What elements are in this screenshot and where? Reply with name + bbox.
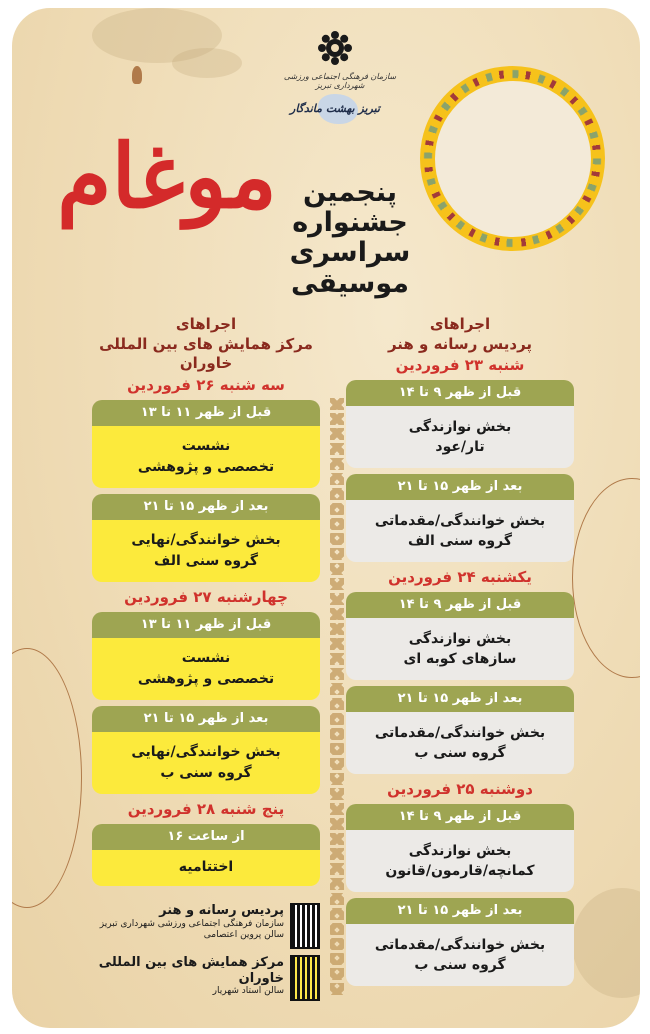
slot-body xyxy=(92,638,320,700)
slot-body xyxy=(92,732,320,794)
slot-body xyxy=(346,618,574,680)
violin-outline-icon xyxy=(12,648,82,908)
cloud-ornament-icon xyxy=(172,48,242,78)
slot-line: بخش نوازندگی xyxy=(408,418,512,435)
slot-time: بعد از ظهر ۱۵ تا ۲۱ xyxy=(92,706,320,732)
slot-line: گروه سنی الف xyxy=(408,533,512,549)
slot-body xyxy=(346,500,574,562)
venue-name: مرکز همایش های بین المللی خاوران xyxy=(99,334,313,372)
schedule-slot xyxy=(346,804,574,892)
location-hall: سالن پروین اعتصامی xyxy=(203,930,284,941)
org-logo-icon xyxy=(317,30,353,66)
day-date: پنج شنبه ۲۸ فروردین xyxy=(127,799,285,818)
slot-time: از ساعت ۱۶ xyxy=(92,824,320,850)
frame-inner xyxy=(435,81,591,237)
slot-line: اختتامیه xyxy=(178,859,234,876)
cloud-ornament-icon xyxy=(572,888,640,998)
slot-time: قبل از ظهر ۱۱ تا ۱۳ xyxy=(92,400,320,426)
festival-name: موغام xyxy=(57,124,277,228)
slot-line: بخش خوانندگی/مقدماتی xyxy=(374,724,546,741)
schedule-slot xyxy=(346,592,574,680)
slot-time: قبل از ظهر ۹ تا ۱۴ xyxy=(346,804,574,830)
slot-body xyxy=(92,850,320,886)
slot-time: بعد از ظهر ۱۵ تا ۲۱ xyxy=(92,494,320,520)
slot-line: کمانچه/قارمون/قانون xyxy=(385,863,535,879)
schedule-slot xyxy=(346,380,574,468)
slot-line: بخش خوانندگی/مقدماتی xyxy=(374,936,546,953)
schedule-slot xyxy=(346,898,574,986)
title-line: پنجمین xyxy=(302,177,398,208)
title-line: سراسری xyxy=(289,237,411,269)
slot-line: نشست xyxy=(181,650,231,667)
day-date: شنبه ۲۳ فروردین xyxy=(395,356,525,374)
city-logo xyxy=(290,92,380,126)
schedule-slot xyxy=(92,824,320,886)
slot-time: قبل از ظهر ۹ تا ۱۴ xyxy=(346,592,574,618)
slot-line: بخش نوازندگی xyxy=(408,842,512,859)
schedule-column-media-art xyxy=(346,315,574,992)
venue-name: پردیس رسانه و هنر xyxy=(387,334,533,353)
title-line: موسیقی xyxy=(291,267,409,299)
day-date: چهارشنبه ۲۷ فروردین xyxy=(124,587,288,606)
day-date: سه شنبه ۲۶ فروردین xyxy=(127,375,285,394)
slot-line: گروه سنی ب xyxy=(414,745,506,761)
qr-code-icon[interactable] xyxy=(290,955,320,1001)
slot-body xyxy=(346,712,574,774)
slot-line: گروه سنی ب xyxy=(414,957,506,973)
slot-line: تار/عود xyxy=(435,439,485,455)
slot-body xyxy=(346,830,574,892)
location-title: مرکز همایش های بین المللی خاوران xyxy=(98,955,284,986)
schedule-slot xyxy=(346,474,574,562)
schedule-slot xyxy=(92,706,320,794)
location-hall: سالن استاد شهریار xyxy=(212,986,284,997)
ornamental-circle-frame xyxy=(420,66,605,251)
slot-body xyxy=(346,924,574,986)
title-line: جشنواره xyxy=(292,207,408,239)
slot-body xyxy=(92,520,320,582)
city-slogan: تبریز بهشت ماندگار xyxy=(290,102,380,115)
qr-code-icon[interactable] xyxy=(290,903,320,949)
slot-line: بخش نوازندگی xyxy=(408,630,512,647)
location-sub: سازمان فرهنگی اجتماعی ورزشی شهرداری تبریز xyxy=(99,918,284,929)
location-item xyxy=(72,903,320,949)
org-name: سازمان فرهنگی اجتماعی ورزشی شهرداری تبریز xyxy=(283,72,397,90)
schedule-column-khavaran xyxy=(92,315,320,892)
bird-icon xyxy=(132,66,142,84)
slot-line: بخش خوانندگی/مقدماتی xyxy=(374,512,546,529)
performances-label: اجراهای xyxy=(429,315,491,333)
schedule-slot xyxy=(92,400,320,488)
slot-body xyxy=(346,406,574,468)
venue-locations xyxy=(72,903,320,1007)
location-item xyxy=(72,955,320,1001)
slot-time: بعد از ظهر ۱۵ تا ۲۱ xyxy=(346,898,574,924)
slot-line: تخصصی و پژوهشی xyxy=(137,670,275,687)
festival-poster xyxy=(12,8,640,1028)
slot-body xyxy=(92,426,320,488)
slot-line: تخصصی و پژوهشی xyxy=(137,458,275,475)
slot-line: گروه سنی ب xyxy=(160,764,252,781)
diamond-divider xyxy=(330,398,344,998)
schedule-slot xyxy=(92,612,320,700)
day-date: دوشنبه ۲۵ فروردین xyxy=(387,780,533,798)
slot-time: بعد از ظهر ۱۵ تا ۲۱ xyxy=(346,686,574,712)
tar-outline-icon xyxy=(572,478,640,678)
slot-time: بعد از ظهر ۱۵ تا ۲۱ xyxy=(346,474,574,500)
schedule-slot xyxy=(346,686,574,774)
location-title: پردیس رسانه و هنر xyxy=(159,903,284,918)
performances-label: اجراهای xyxy=(175,315,237,333)
slot-line: گروه سنی الف xyxy=(154,552,258,569)
festival-title xyxy=(280,178,420,299)
slot-time: قبل از ظهر ۱۱ تا ۱۳ xyxy=(92,612,320,638)
slot-time: قبل از ظهر ۹ تا ۱۴ xyxy=(346,380,574,406)
day-date: یکشنبه ۲۴ فروردین xyxy=(388,568,532,586)
schedule-slot xyxy=(92,494,320,582)
slot-line: سازهای کوبه ای xyxy=(403,651,517,667)
slot-line: نشست xyxy=(181,438,231,455)
slot-line: بخش خوانندگی/نهایی xyxy=(131,744,281,761)
slot-line: بخش خوانندگی/نهایی xyxy=(131,532,281,549)
